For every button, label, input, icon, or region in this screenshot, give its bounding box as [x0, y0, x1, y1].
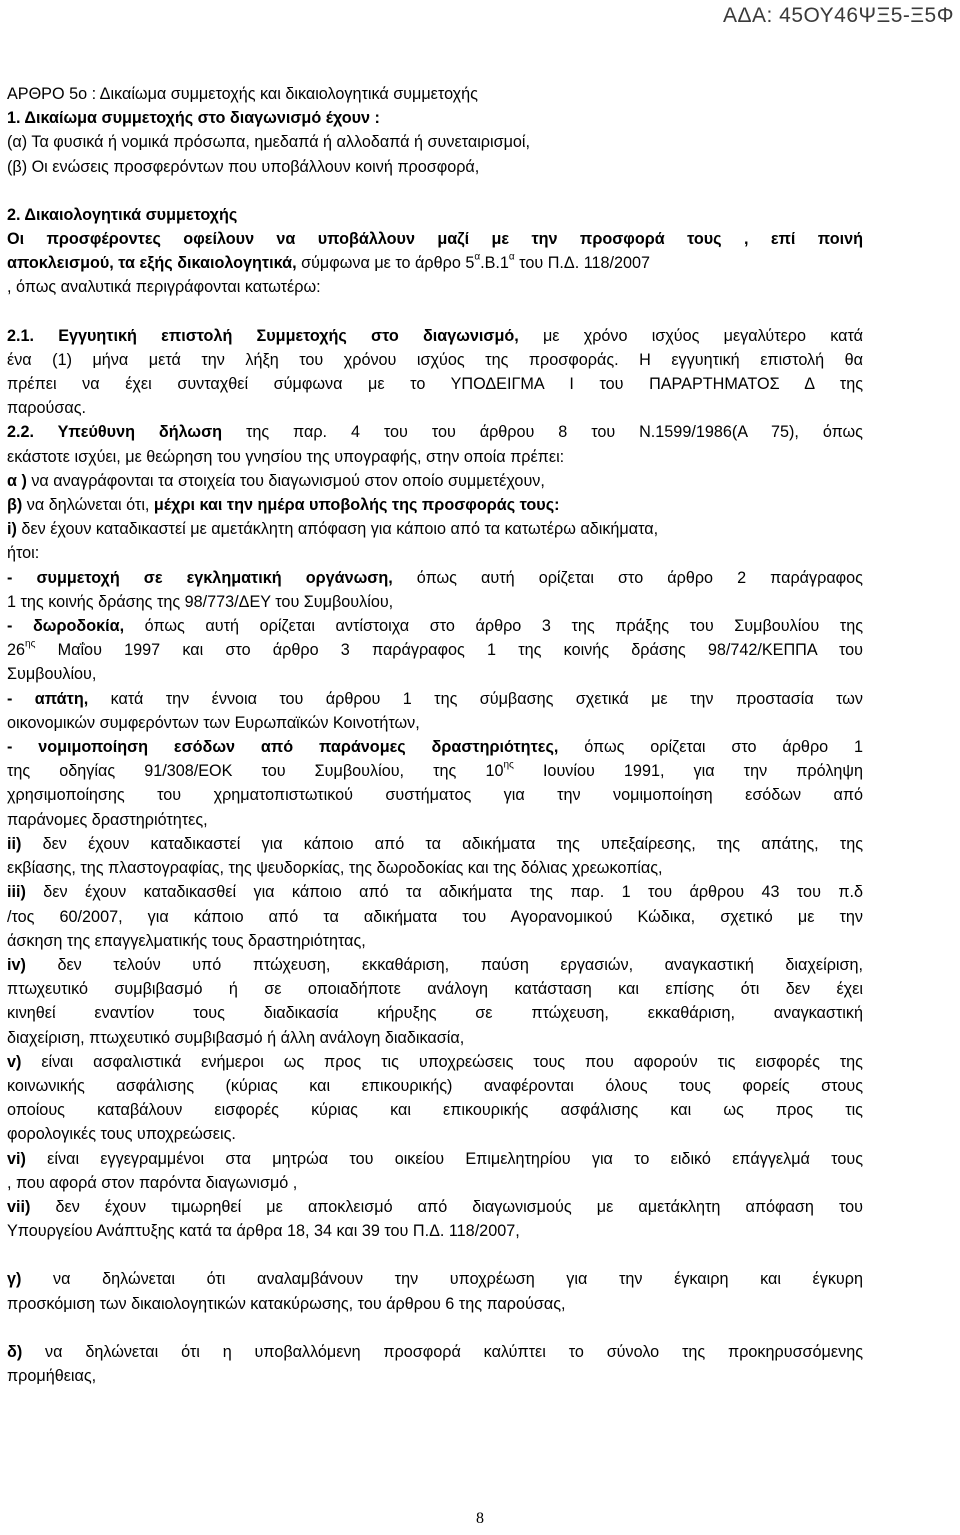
offence-fraud: οικονομικών συμφερόντων των Ευρωπαϊκών Κοινοτήτων,: [7, 713, 420, 732]
section-2-title: 2. Δικαιολογητικά συμμετοχής: [7, 205, 238, 224]
item-ii: ii) δεν έχουν καταδικαστεί για κάποιο από τα αδικήματα της υπεξαίρεσης, της απάτης, της: [7, 834, 863, 853]
offence-fraud: - απάτη, κατά την έννοια του άρθρου 1 της σύμβασης σχετικά με την προστασία των: [7, 689, 864, 708]
item-i: i) δεν έχουν καταδικαστεί με αμετάκλητη απόφαση για κάποιο από τα κατωτέρω αδικήματα,: [7, 520, 659, 539]
item-iii: iii) δεν έχουν καταδικασθεί για κάποιο από τα αδικήματα της παρ. 1 του άρθρου 43 του π.δ: [7, 883, 863, 902]
item-iv: διαχείριση, πτωχευτικό συμβιβασμό ή άλλη ανάλογη διαδικασία,: [7, 1028, 465, 1047]
para-2-1: ένα (1) μήνα μετά την λήξη του χρόνου ισχύος της προσφοράς. Η εγγυητική επιστολή θα: [7, 350, 863, 369]
section-2-line: , όπως αναλυτικά περιγράφονται κατωτέρω:: [7, 278, 321, 297]
offence-bribery: $26^{\eta\varsigma}$ Μαΐου 1997 και στο άρθρο 3 παράγραφος 1 της κοινής δράσης 98/742/ΚΕΠΠΑ του: [7, 638, 863, 660]
item-g: προσκόμιση των δικαιολογητικών κατακύρωσης, του άρθρου 6 της παρούσας,: [7, 1294, 566, 1313]
item-ii: εκβίασης, της πλαστογραφίας, της ψευδορκίας, της δωροδοκίας και της δόλιας χρεωκοπίας,: [7, 859, 663, 878]
item-i: ήτοι:: [7, 544, 40, 563]
para-2-1: παρούσας.: [7, 399, 87, 418]
para-2-1: πρέπει να έχει συνταχθεί σύμφωνα με το ΥΠΟΔΕΙΓΜΑ Ι του ΠΑΡΑΡΤΗΜΑΤΟΣ Δ της: [7, 375, 863, 394]
offence-money-laundering: χρησιμοποίησης του χρηματοπιστωτικού συστήματος για την νομιμοποίηση εσόδων από: [7, 786, 863, 805]
item-iii: άσκηση της επαγγελματικής τους δραστηριότητας,: [7, 931, 366, 950]
para-2-2: εκάστοτε ισχύει, με θεώρηση του γνησίου της υπογραφής, στην οποία πρέπει:: [7, 447, 565, 466]
item-v: v) είναι ασφαλιστικά ενήμεροι ως προς τις υποχρεώσεις τους που αφορούν τις εισφορές της: [7, 1052, 863, 1071]
ada-identifier: ΑΔΑ: 45ΟΥ46ΨΞ5-Ξ5Φ: [722, 4, 954, 27]
document-body: [7, 82, 863, 1388]
offence-money-laundering: παράνομες δραστηριότητες,: [7, 810, 208, 829]
offence-money-laundering: της οδηγίας 91/308/ΕΟΚ του Συμβουλίου, της $10^{\eta\varsigma}$ Ιουνίου 1991, για την πρόληψη: [7, 759, 863, 781]
offence-bribery: - δωροδοκία, όπως αυτή ορίζεται αντίστοιχα στο άρθρο 3 της πράξης του Συμβουλίου της: [7, 617, 864, 636]
item-iv: κινηθεί εναντίον τους διαδικασία κήρυξης σε πτώχευση, εκκαθάριση, αναγκαστική: [7, 1004, 863, 1023]
item-iv: iv) δεν τελούν υπό πτώχευση, εκκαθάριση, παύση εργασιών, αναγκαστική διαχείριση,: [7, 955, 863, 974]
item-iii: /τος 60/2007, για κάποιο από τα αδικήματα του Αγορανομικού Κώδικα, σχετικό με την: [7, 907, 863, 926]
item-b: β) να δηλώνεται ότι, μέχρι και την ημέρα υποβολής της προσφοράς τους:: [7, 496, 560, 515]
section-2-line: Οι προσφέροντες οφείλουν να υποβάλλουν μαζί με την προσφορά τους , επί ποινή: [7, 230, 863, 249]
section-2-line: αποκλεισμού, τα εξής δικαιολογητικά, σύμφωνα με το άρθρο $5^\alpha.B.1^\alpha$ του Π.Δ. 118/2007: [7, 251, 651, 273]
article-title: ΑΡΘΡΟ 5ο : Δικαίωμα συμμετοχής και δικαιολογητικά συμμετοχής: [7, 85, 478, 103]
item-d: προμήθειας,: [7, 1366, 97, 1385]
para-2-1: 2.1. Εγγυητική επιστολή Συμμετοχής στο διαγωνισμό, με χρόνο ισχύος μεγαλύτερο κατά: [7, 326, 863, 345]
item-d: δ) να δηλώνεται ότι η υποβαλλόμενη προσφορά καλύπτει το σύνολο της προκηρυσσόμενης: [7, 1342, 863, 1361]
item-g: γ) να δηλώνεται ότι αναλαμβάνουν την υποχρέωση για την έγκαιρη και έγκυρη: [7, 1270, 863, 1289]
item-vii: vii) δεν έχουν τιμωρηθεί με αποκλεισμό από διαγωνισμούς με αμετάκλητη απόφαση του: [7, 1197, 863, 1216]
item-v: κοινωνικής ασφάλισης (κύριας και επικουρικής) αναφέρονται όλους τους φορείς στους: [7, 1076, 863, 1095]
item-vii: Υπουργείου Ανάπτυξης κατά τα άρθρα 18, 34 και 39 του Π.Δ. 118/2007,: [7, 1222, 520, 1241]
offence-organised-crime: 1 της κοινής δράσης της 98/773/ΔΕΥ του Συμβουλίου,: [7, 592, 394, 611]
item-a: α ) να αναγράφονται τα στοιχεία του διαγωνισμού στον οποίο συμμετέχουν,: [7, 471, 545, 490]
section-1-item-a: (α) Τα φυσικά ή νομικά πρόσωπα, ημεδαπά ή αλλοδαπά ή συνεταιρισμοί,: [7, 133, 531, 152]
item-iv: πτωχευτικό συμβιβασμό ή σε οποιαδήποτε ανάλογη κατάσταση και επίσης ότι δεν έχει: [7, 980, 863, 999]
item-vi: vi) είναι εγγεγραμμένοι στα μητρώα του οικείου Επιμελητηρίου για το ειδικό επάγγελμά τους: [7, 1149, 863, 1168]
item-v: οποίους καταβάλουν εισφορές κύριας και επικουρικής ασφάλισης και ως προς τις: [7, 1101, 863, 1120]
section-1-item-b: (β) Οι ενώσεις προσφερόντων που υποβάλλουν κοινή προσφορά,: [7, 157, 480, 176]
offence-money-laundering: - νομιμοποίηση εσόδων από παράνομες δραστηριότητες, όπως ορίζεται στο άρθρο 1: [7, 738, 863, 757]
section-1-title: 1. Δικαίωμα συμμετοχής στο διαγωνισμό έχουν :: [7, 109, 380, 128]
page-number: 8: [476, 1510, 484, 1527]
offence-bribery: Συμβουλίου,: [7, 665, 97, 684]
item-v: φορολογικές τους υποχρεώσεις.: [7, 1125, 236, 1144]
offence-organised-crime: - συμμετοχή σε εγκληματική οργάνωση, όπως αυτή ορίζεται στο άρθρο 2 παράγραφος: [7, 568, 863, 587]
para-2-2: 2.2. Υπεύθυνη δήλωση της παρ. 4 του του άρθρου 8 του Ν.1599/1986(Α 75), όπως: [7, 423, 863, 442]
item-vi: , που αφορά στον παρόντα διαγωνισμό ,: [7, 1173, 298, 1192]
